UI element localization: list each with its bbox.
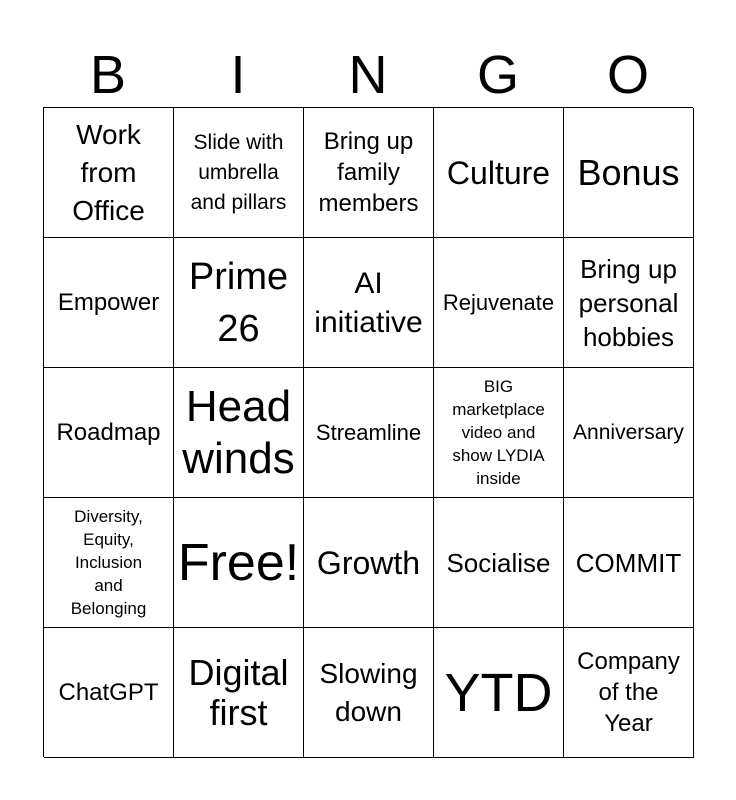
- bingo-cell-r2c4[interactable]: [434, 238, 564, 368]
- bingo-cell-r2c1[interactable]: [44, 238, 174, 368]
- bingo-cell-r5c2[interactable]: [174, 628, 304, 758]
- cell-text: BIG marketplace video and show LYDIA inside: [452, 377, 545, 488]
- bingo-cell-r3c2[interactable]: [174, 368, 304, 498]
- bingo-cell-r1c3[interactable]: [304, 108, 434, 238]
- cell-text: COMMIT: [575, 547, 682, 578]
- cell-text: Anniversary: [573, 420, 684, 444]
- cell-text: Digital first: [188, 651, 289, 733]
- bingo-cell-r1c2[interactable]: [174, 108, 304, 238]
- bingo-cell-r3c1[interactable]: [44, 368, 174, 498]
- bingo-cell-r5c1[interactable]: [44, 628, 174, 758]
- bingo-cell-r1c1[interactable]: [44, 108, 174, 238]
- cell-text: Roadmap: [56, 419, 161, 446]
- header-letter-n: N: [348, 45, 388, 105]
- cell-text: Bring up family members: [318, 128, 419, 217]
- cell-text: Growth: [316, 544, 421, 581]
- cell-text: YTD: [444, 662, 553, 723]
- cell-text: Diversity, Equity, Inclusion and Belonging: [70, 507, 147, 618]
- cell-text: Slide with umbrella and pillars: [190, 130, 287, 214]
- bingo-header: [43, 42, 693, 108]
- bingo-cell-r4c4[interactable]: [434, 498, 564, 628]
- cell-text: Company of the Year: [577, 648, 680, 737]
- bingo-cell-r2c2[interactable]: [174, 238, 304, 368]
- cell-text: Empower: [57, 289, 160, 316]
- cell-text: Slowing down: [319, 657, 418, 727]
- bingo-cell-r3c5[interactable]: [564, 368, 694, 498]
- bingo-cell-r3c3[interactable]: [304, 368, 434, 498]
- header-letter-o: O: [606, 45, 649, 105]
- bingo-cell-r4c2[interactable]: [174, 498, 304, 628]
- bingo-cell-r1c5[interactable]: [564, 108, 694, 238]
- bingo-cell-r4c3[interactable]: [304, 498, 434, 628]
- cell-text: Bring up personal hobbies: [578, 253, 679, 352]
- bingo-board: [43, 107, 693, 757]
- bingo-cell-r5c5[interactable]: [564, 628, 694, 758]
- cell-text: Bonus: [577, 151, 680, 193]
- bingo-cell-r4c5[interactable]: [564, 498, 694, 628]
- header-letter-b: B: [89, 45, 127, 105]
- cell-text: Prime 26: [188, 255, 289, 350]
- bingo-cell-r2c3[interactable]: [304, 238, 434, 368]
- cell-text: Culture: [446, 154, 551, 191]
- cell-text: Work from Office: [72, 118, 145, 226]
- cell-text: ChatGPT: [58, 679, 159, 706]
- bingo-cell-r2c5[interactable]: [564, 238, 694, 368]
- bingo-cell-r3c4[interactable]: [434, 368, 564, 498]
- bingo-cell-r4c1[interactable]: [44, 498, 174, 628]
- cell-text: Streamline: [315, 419, 422, 445]
- bingo-cell-r5c3[interactable]: [304, 628, 434, 758]
- header-letter-i: I: [230, 45, 246, 105]
- cell-text: Rejuvenate: [442, 289, 555, 315]
- bingo-cell-r5c4[interactable]: [434, 628, 564, 758]
- cell-text: Head winds: [182, 381, 295, 483]
- cell-text: Socialise: [446, 547, 551, 578]
- cell-text: Free!: [177, 533, 300, 592]
- bingo-cell-r1c4[interactable]: [434, 108, 564, 238]
- header-letter-g: G: [476, 45, 519, 105]
- cell-text: AI initiative: [314, 266, 423, 339]
